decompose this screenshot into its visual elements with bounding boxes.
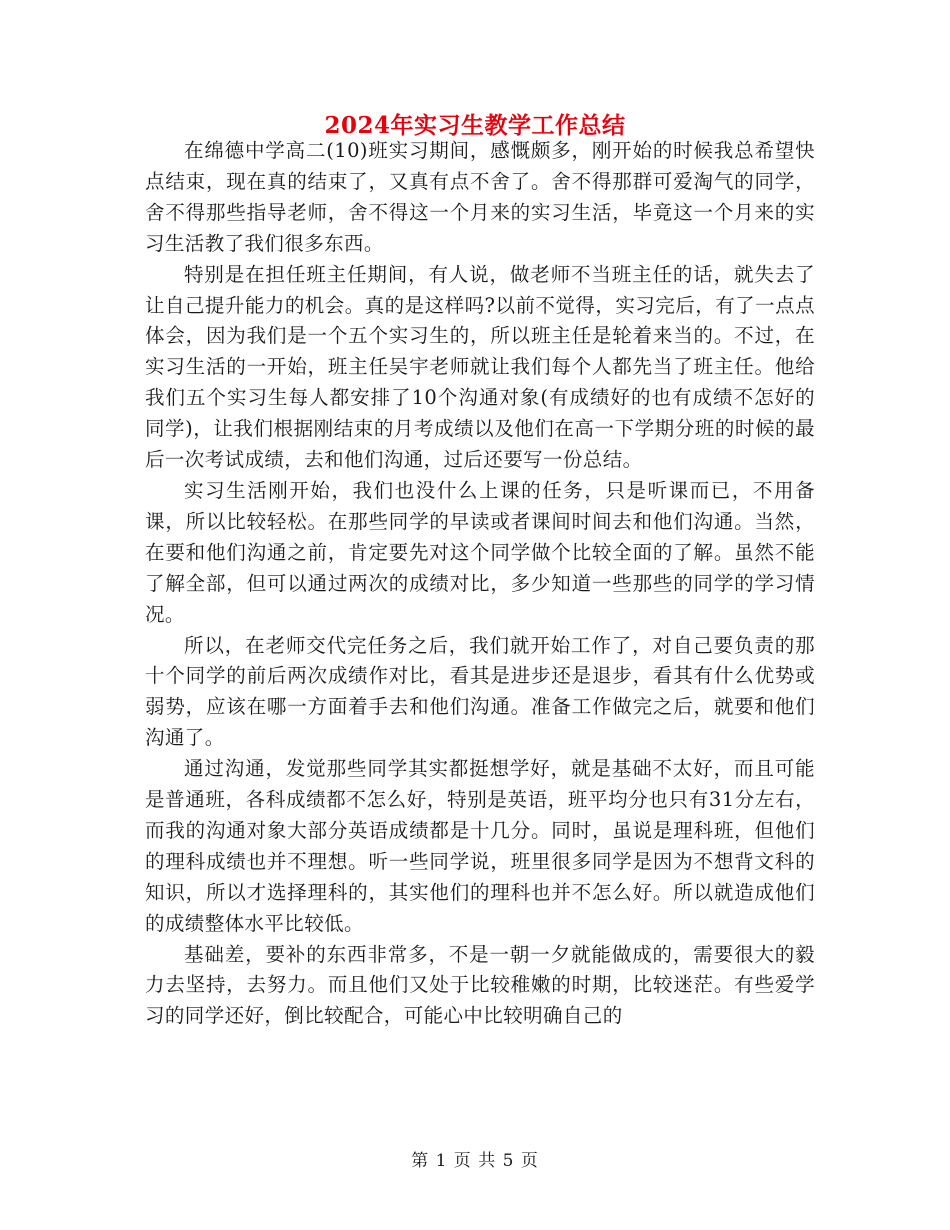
document-title: 2024年实习生教学工作总结 [324, 112, 626, 139]
document-body [145, 136, 815, 1032]
page-footer: 第 1 页 共 5 页 [411, 1151, 539, 1171]
paragraph: 所以，在老师交代完任务之后，我们就开始工作了，对自己要负责的那十个同学的前后两次成绩作对比，看其是进步还是退步，看其有什么优势或弱势，应该在哪一方面着手去和他们沟通。准备工作做完之后，就要和他们沟通了。 [145, 633, 815, 750]
paragraph: 通过沟通，发觉那些同学其实都挺想学好，就是基础不太好，而且可能是普通班，各科成绩都不怎么好，特别是英语，班平均分也只有31分左右，而我的沟通对象大部分英语成绩都是十几分。同时，虽说是理科班，但他们的理科成绩也并不理想。听一些同学说，班里很多同学是因为不想背文科的知识，所以才选择理科的，其实他们的理科也并不怎么好。所以就造成他们的成绩整体水平比较低。 [145, 757, 815, 935]
paragraph: 基础差，要补的东西非常多，不是一朝一夕就能做成的，需要很大的毅力去坚持，去努力。而且他们又处于比较稚嫩的时期，比较迷茫。有些爱学习的同学还好，倒比较配合，可能心中比较明确自己的 [145, 942, 815, 1028]
paragraph: 特别是在担任班主任期间，有人说，做老师不当班主任的话，就失去了让自己提升能力的机会。真的是这样吗?以前不觉得，实习完后，有了一点点体会，因为我们是一个五个实习生的，所以班主任是轮着来当的。不过，在实习生活的一开始，班主任吴宇老师就让我们每个人都先当了班主任。他给我们五个实习生每人都安排了10个沟通对象(有成绩好的也有成绩不怎好的同学)，让我们根据刚结束的月考成绩以及他们在高一下学期分班的时候的最后一次考试成绩，去和他们沟通，过后还要写一份总结。 [145, 262, 815, 472]
paragraph: 在绵德中学高二(10)班实习期间，感慨颇多，刚开始的时候我总希望快点结束，现在真的结束了，又真有点不舍了。舍不得那群可爱淘气的同学，舍不得那些指导老师，舍不得这一个月来的实习生活，毕竟这一个月来的实习生活教了我们很多东西。 [145, 139, 815, 255]
paragraph: 实习生活刚开始，我们也没什么上课的任务，只是听课而已，不用备课，所以比较轻松。在那些同学的早读或者课间时间去和他们沟通。当然，在要和他们沟通之前，肯定要先对这个同学做个比较全面的了解。虽然不能了解全部，但可以通过两次的成绩对比，多少知道一些那些的同学的学习情况。 [145, 478, 815, 626]
